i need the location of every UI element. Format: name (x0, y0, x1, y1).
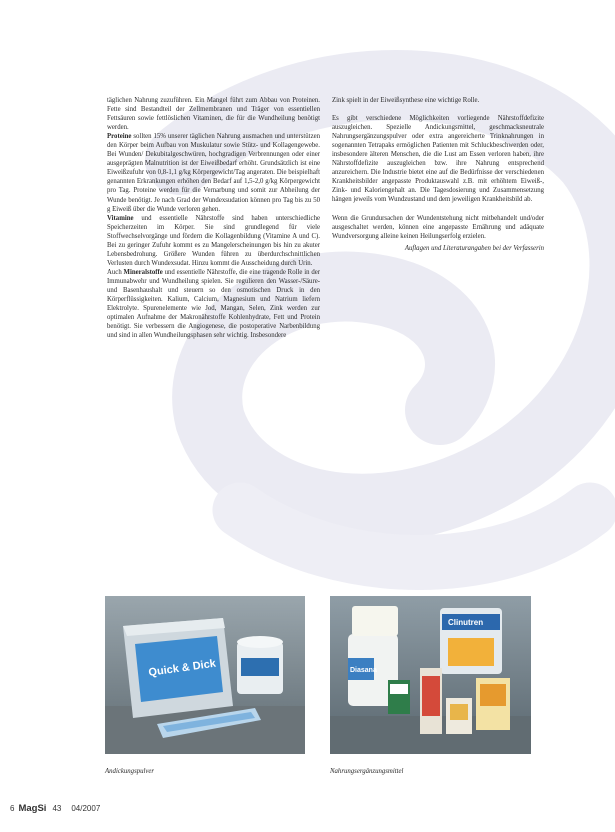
issue-number: 43 (52, 804, 62, 813)
photo-thickening-powder (105, 596, 305, 754)
page-footer (10, 803, 100, 814)
paragraph-supplements: Es gibt verschiedene Möglichkeiten vorliegende Nährstoffdefizite auszugleichen. Spezielle Andickungsmittel, geschmacksneutrale Nahrungsergänzungspulver oder extra angereicherte Trinknahrungen in sogenannten Tetrapaks ermöglichen Patienten mit Schluckbeschwerden oder, insbesondere älteren Menschen, die die Lust am Essen verloren haben, ihre Nährstoffdefizite auszugleichen bzw. ihre Nahrung entsprechend anzureichern. Die Industrie bietet eine auf die Bedürfnisse der verschiedenen Krankheitsbilder angepasste Produktauswahl z.B. mit erhöhtem Eiweiß-, Zink- und Kaloriengehalt an. Die Tagesdosierung und Zusammensetzung hängen jeweils vom Wundzustand und dem jeweiligen Krankheitsbild ab. (332, 115, 544, 204)
caption-thickening-powder: Andickungspulver (105, 768, 155, 775)
page-number: 6 (10, 804, 15, 813)
paragraph-minerals: Auch Mineralstoffe und essentielle Nährstoffe, die eine tragende Rolle in der Immunabwehr und Wundheilung spielen. Sie regulieren den Wasser-/Säure- und Basenhaushalt und steuern so den osmotischen Druck in den Körperflüssigkeiten. Kalium, Calcium, Magnesium und Natrium liefern Elektrolyte. Spurenelemente wie Jod, Mangan, Selen, Zink werden zur optimalen Aufnahme der Makronährstoffe Kohlenhydrate, Fett und Protein benötigt. Sie verbessern die Angiogenese, die postoperative Narbenbildung und sind in allen Wundheilungsphasen sehr wichtig. Insbesondere (107, 268, 321, 340)
literature-credit: Auflagen und Literaturangaben bei der Verfasserin (404, 244, 544, 252)
paragraph-vitamins: Vitamine und essentielle Nährstoffe sind haben unterschiedliche Speicherzeiten im Körper. Sie sind grundlegend für viele Stoffwechselvorgänge und fördern die Kollagenbildung (Vitamine A und C). Bei zu geringer Zufuhr kommt es zu Mangelerscheinungen bis hin zu akuter Lebensbedrohung. Größere Wunden führen zu überdurchschnittlichen Verlusten durch Wundexsudat. Hinzu kommt die Ausscheidung durch Urin. (107, 214, 320, 267)
lead-vitamine: Vitamine (107, 214, 134, 222)
paragraph-proteins: Proteine sollten 15% unserer täglichen Nahrung ausmachen und unterstützen den Körper beim Aufbau von Muskulatur sowie Stütz- und Kollagengewebe. Bei Wunden/ Dekubitalgeschwüren, hochgradigen Verbrennungen oder einer ausgeprägten Malnutrition ist der Eiweißbedarf erhöht. Grundsätzlich ist eine Eiweißzufuhr von 0,8-1,1 g/kg Körpergewicht/Tag angeraten. Die beispielhaft genannten Erkrankungen erhöhen den Bedarf auf 1,5-2,0 g/kg Körpergewicht pro Tag. Proteine werden für die Vernarbung und somit zur Abheilung der Wunde benötigt. Je nach Grad der Wundexsudation können pro Tag bis zu 50 g Eiweiß über die Wunde verloren gehen. (107, 133, 320, 213)
article-left-column (107, 96, 320, 340)
caption-dietary-supplements: Nahrungsergänzungsmittel (330, 768, 404, 775)
lead-mineralstoffe: Mineralstoffe (123, 268, 163, 276)
product-label-quick-dick: Quick & Dick (147, 657, 217, 679)
issue-date: 04/2007 (71, 804, 101, 813)
paragraph-fats: täglichen Nahrung zuzuführen. Ein Mangel führt zum Abbau von Proteinen. Fette sind Bestandteil der Zellmembranen und Träger von essentiellen Fettsäuren sowie fettlöslichen Vitaminen, die für die Wundheilung benötigt werden. (107, 97, 320, 132)
product-label-clinutren: Clinutren (448, 618, 484, 627)
article-right-column (332, 96, 544, 253)
product-label-diasana: Diasana (350, 667, 377, 674)
paragraph-zinc: Zink spielt in der Eiweißsynthese eine wichtige Rolle. (332, 97, 480, 104)
lead-proteine: Proteine (107, 133, 132, 141)
photo-dietary-supplements (330, 596, 531, 754)
paragraph-conclusion: Wenn die Grundursachen der Wundentstehung nicht mitbehandelt und/oder ausgeschaltet werden, können eine angepasste Ernährung und adäquate Wundversorgung alleine keinen Heilungserfolg erzielen. (332, 214, 544, 240)
magazine-brand: MagSi (18, 803, 47, 814)
